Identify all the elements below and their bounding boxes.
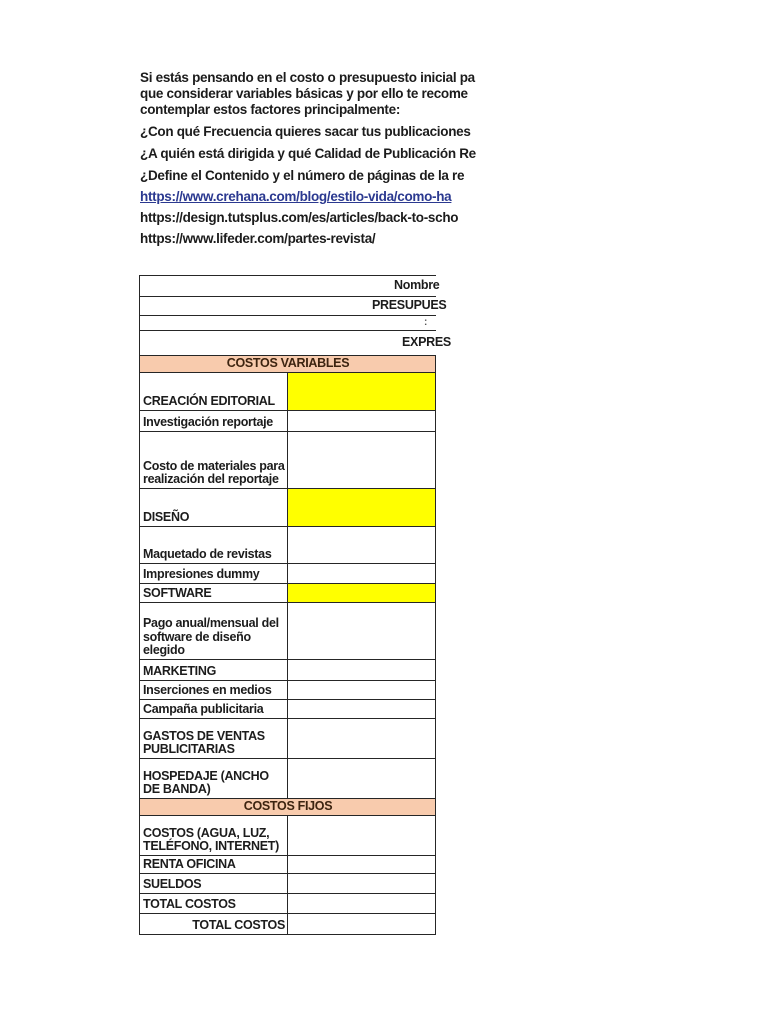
row-value-cell bbox=[288, 602, 436, 659]
row-value-cell bbox=[288, 583, 436, 602]
table-row-grand-total bbox=[140, 913, 436, 934]
table-row bbox=[140, 410, 436, 431]
table-row bbox=[140, 583, 436, 602]
row-value-cell bbox=[288, 815, 436, 855]
intro-paragraph bbox=[140, 70, 475, 118]
row-label-cell: Inserciones en medios bbox=[140, 680, 288, 699]
budget-table bbox=[139, 275, 451, 935]
row-value-cell bbox=[288, 431, 436, 488]
table-row bbox=[140, 372, 436, 410]
table-row bbox=[140, 659, 436, 680]
paragraph-line: que considerar variables básicas y por ello te recome bbox=[140, 86, 468, 101]
row-label-cell: GASTOS DE VENTAS PUBLICITARIAS bbox=[140, 718, 288, 758]
header-cell bbox=[140, 330, 451, 355]
row-value-cell bbox=[288, 659, 436, 680]
table-header-row-blank bbox=[140, 316, 436, 331]
row-value-cell bbox=[288, 718, 436, 758]
row-value-cell bbox=[288, 699, 436, 718]
tutsplus-url-text: https://design.tutsplus.com/es/articles/back-to-scho bbox=[140, 210, 459, 225]
table-row bbox=[140, 873, 436, 893]
table-header-row-nombre bbox=[140, 276, 436, 297]
row-label-cell: RENTA OFICINA bbox=[140, 855, 288, 873]
table-row bbox=[140, 431, 436, 488]
table-row bbox=[140, 815, 436, 855]
row-label-cell: MARKETING bbox=[140, 659, 288, 680]
row-label-cell: COSTOS (AGUA, LUZ, TELÉFONO, INTERNET) bbox=[140, 815, 288, 855]
table-header-row-presupuesto bbox=[140, 297, 436, 316]
section-row-costos-fijos bbox=[140, 798, 436, 815]
row-value-cell bbox=[288, 372, 436, 410]
row-label-cell: CREACIÓN EDITORIAL bbox=[140, 372, 288, 410]
row-label-cell: TOTAL COSTOS bbox=[140, 893, 288, 913]
row-value-cell bbox=[288, 893, 436, 913]
row-label-cell: HOSPEDAJE (ANCHO DE BANDA) bbox=[140, 758, 288, 798]
question-audience-quality: ¿A quién está dirigida y qué Calidad de Publicación Re bbox=[140, 146, 476, 161]
table-row bbox=[140, 855, 436, 873]
row-label-cell: TOTAL COSTOS bbox=[140, 913, 288, 934]
table-row bbox=[140, 526, 436, 563]
row-value-cell bbox=[288, 758, 436, 798]
table-header-row-expresado bbox=[140, 330, 436, 355]
header-text-nombre: Nombre bbox=[394, 278, 440, 293]
row-label-cell: Maquetado de revistas bbox=[140, 526, 288, 563]
header-cell bbox=[140, 276, 440, 297]
row-label-cell: Costo de materiales para realización del reportaje bbox=[140, 431, 288, 488]
table-row bbox=[140, 563, 436, 583]
table-row bbox=[140, 699, 436, 718]
header-cell bbox=[140, 297, 447, 316]
row-value-cell bbox=[288, 855, 436, 873]
table-row bbox=[140, 488, 436, 526]
paragraph-line: Si estás pensando en el costo o presupuesto inicial pa bbox=[140, 70, 475, 85]
crehana-link[interactable]: https://www.crehana.com/blog/estilo-vida/como-ha bbox=[140, 189, 452, 204]
row-value-cell bbox=[288, 526, 436, 563]
section-header-costos-variables: COSTOS VARIABLES bbox=[140, 355, 436, 372]
question-frequency: ¿Con qué Frecuencia quieres sacar tus publicaciones bbox=[140, 124, 471, 139]
row-label-cell: Impresiones dummy bbox=[140, 563, 288, 583]
row-value-cell bbox=[288, 680, 436, 699]
row-value-cell bbox=[288, 488, 436, 526]
header-text-expresado: EXPRES bbox=[402, 334, 451, 349]
table-row bbox=[140, 893, 436, 913]
table-row bbox=[140, 602, 436, 659]
intro-text-block bbox=[140, 70, 476, 247]
table-row bbox=[140, 718, 436, 758]
row-label-cell: DISEÑO bbox=[140, 488, 288, 526]
document-content-column bbox=[139, 0, 476, 1024]
row-value-cell bbox=[288, 410, 436, 431]
section-header-costos-fijos: COSTOS FIJOS bbox=[140, 798, 436, 815]
table-row bbox=[140, 758, 436, 798]
row-value-cell bbox=[288, 913, 436, 934]
row-label-cell: Campaña publicitaria bbox=[140, 699, 288, 718]
section-row-costos-variables bbox=[140, 355, 436, 372]
row-value-cell bbox=[288, 563, 436, 583]
row-label-cell: SOFTWARE bbox=[140, 583, 288, 602]
row-label-cell: Investigación reportaje bbox=[140, 410, 288, 431]
header-text-clipped: : bbox=[424, 317, 428, 328]
row-label-cell: Pago anual/mensual del software de diseño elegido bbox=[140, 602, 288, 659]
table-row bbox=[140, 680, 436, 699]
paragraph-line: contemplar estos factores principalmente: bbox=[140, 102, 401, 117]
question-content-pages: ¿Define el Contenido y el número de páginas de la re bbox=[140, 168, 465, 183]
row-value-cell bbox=[288, 873, 436, 893]
lifeder-url-text: https://www.lifeder.com/partes-revista/ bbox=[140, 231, 376, 246]
header-cell bbox=[140, 316, 436, 331]
header-text-presupuesto: PRESUPUES bbox=[372, 298, 447, 313]
row-label-cell: SUELDOS bbox=[140, 873, 288, 893]
